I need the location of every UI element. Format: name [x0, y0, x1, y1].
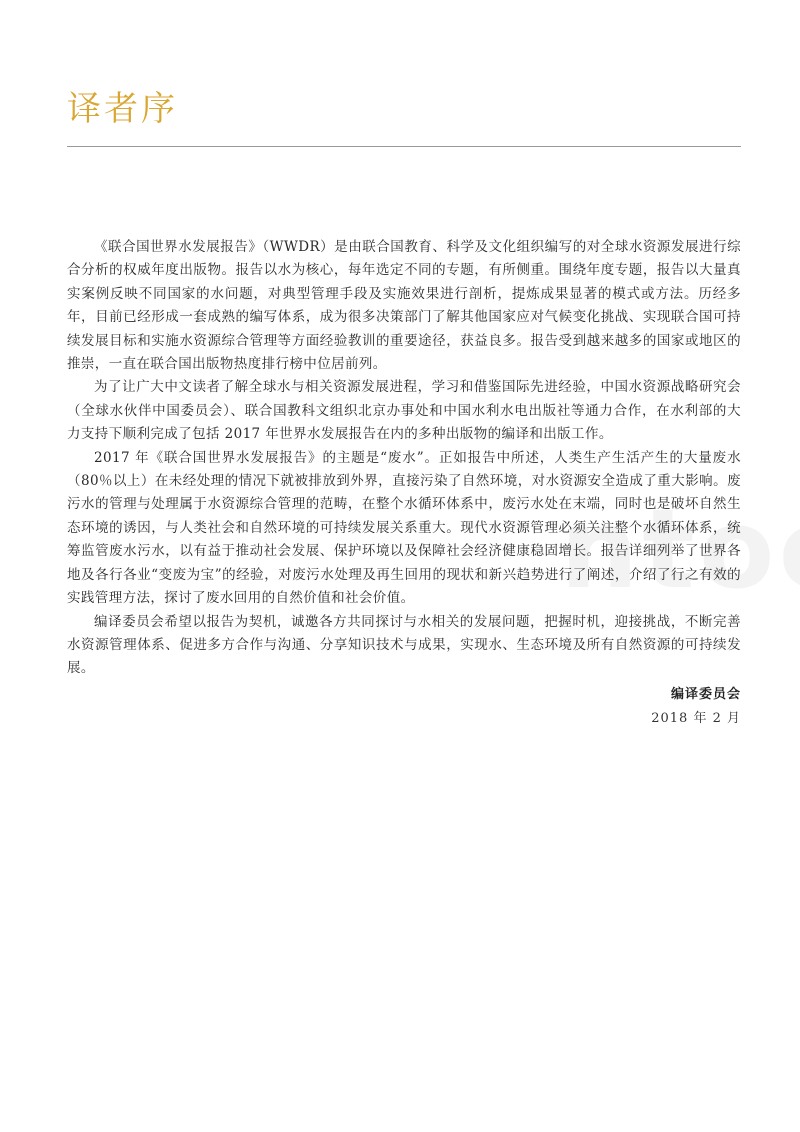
paragraph-intro: 《联合国世界水发展报告》（WWDR）是由联合国教育、科学及文化组织编写的对全球水资源发展进行综合分析的权威年度出版物。报告以水为核心，每年选定不同的专题，有所侧重。围绕年度专题，报告以大量真实案例反映不同国家的水问题，对典型管理手段及实施效果进行剖析，提炼成果显著的模式或方法。历经多年，目前已经形成一套成熟的编写体系，成为很多决策部门了解其他国家应对气候变化挑战、实现联合国可持续发展目标和实施水资源综合管理等方面经验教训的重要途径，获益良多。报告受到越来越多的国家或地区的推崇，一直在联合国出版物热度排行榜中位居前列。	[67, 239, 741, 373]
signature-block	[651, 683, 741, 731]
signature-date: 2018 年 2 月	[651, 711, 741, 726]
paragraph-theme: 2017 年《联合国世界水发展报告》的主题是“废水”。正如报告中所述，人类生产生活产生的大量废水（80％以上）在未经处理的情况下就被排放到外界，直接污染了自然环境，对水资源安全造成了重大影响。废污水的管理与处理属于水资源综合管理的范畴，在整个水循环体系中，废污水处在末端，同时也是破坏自然生态环境的诱因，与人类社会和自然环境的可持续发展关系重大。现代水资源管理必须关注整个水循环体系，统筹监管废水污水，以有益于推动社会发展、保护环境以及保障社会经济健康稳固增长。报告详细列举了世界各地及各行各业“变废为宝”的经验，对废污水处理及再生回用的现状和新兴趋势进行了阐述，介绍了行之有效的实践管理方法，探讨了废水回用的自然价值和社会价值。	[67, 449, 741, 607]
paragraph-cooperation: 为了让广大中文读者了解全球水与相关资源发展进程，学习和借鉴国际先进经验，中国水资源战略研究会（全球水伙伴中国委员会）、联合国教科文组织北京办事处和中国水利水电出版社等通力合作，在水利部的大力支持下顺利完成了包括 2017 年世界水发展报告在内的多种出版物的编译和出版工作。	[67, 379, 741, 443]
signature-organization: 编译委员会	[670, 687, 741, 702]
paragraph-closing: 编译委员会希望以报告为契机，诚邀各方共同探讨与水相关的发展问题，把握时机，迎接挑战，不断完善水资源管理体系、促进多方合作与沟通、分享知识技术与成果，实现水、生态环境及所有自然资源的可持续发展。	[67, 613, 741, 677]
preface-body	[67, 236, 741, 681]
title-divider	[67, 146, 741, 147]
page-title: 译者序	[67, 89, 178, 129]
